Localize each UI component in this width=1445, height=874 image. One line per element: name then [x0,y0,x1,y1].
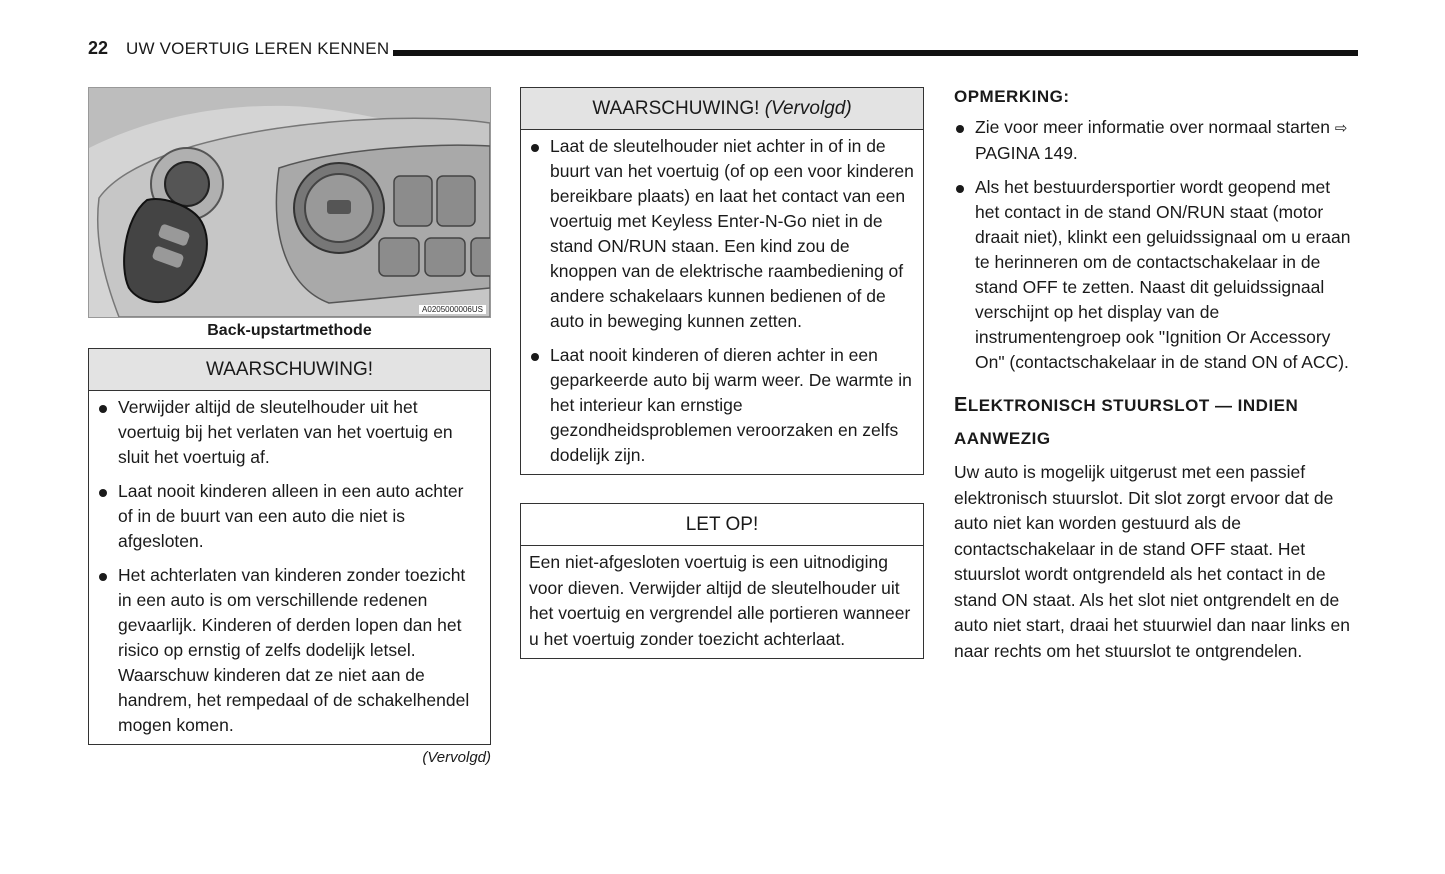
warning-title: WAARSCHUWING! [89,349,490,391]
column-left [88,87,491,766]
section-heading [954,389,1358,456]
arrow-right-icon: ⇨ [1334,120,1348,137]
warning-box [88,348,491,745]
note-title: OPMERKING: [954,87,1070,106]
figure-caption: Back-upstartmethode [207,322,372,339]
note-list [954,115,1358,375]
list-item [954,115,1358,166]
warning-body [89,391,490,744]
note-item1-text: Zie voor meer informatie over normaal starten [975,117,1330,137]
warning-continued-suffix: (Vervolgd) [764,98,852,119]
figure-code: A0205000006US [419,305,486,314]
continued-label: (Vervolgd) [422,749,491,766]
list-item: Laat de sleutelhouder niet achter in of in de buurt van het voertuig (of op een voor kinderen bereikbare plaats) en laat het contact van een voertuig met Keyless Enter-N-Go niet in de stand ON/RUN staan. Een kind zou de knoppen van de elektrische raambediening of andere schakelaars kunnen bedienen of de auto in beweging kunnen zetten. [529,134,915,334]
column-right [954,87,1358,664]
list-item: Verwijder altijd de sleutelhouder uit het voertuig bij het verlaten van het voertuig en sluit het voertuig af. [97,395,482,470]
caution-box [520,503,924,659]
warning-continued-title [521,88,923,130]
steering-lock-text: Uw auto is mogelijk uitgerust met een passief elektronisch stuurslot. Dit slot zorgt ervoor dat de auto niet kan worden gestuurd als de contactschakelaar in de stand OFF staat. Het stuurslot wordt ontgrendeld als het contact in de stand ON staat. Als het slot niet ontgrendelt en de auto niet start, draai het stuurwiel dan naar links en naar rechts om het stuurslot te ontgrendelen. [954,462,1350,661]
header-rule [393,50,1358,56]
list-item: Laat nooit kinderen of dieren achter in een geparkeerde auto bij warm weer. De warmte in het interieur kan ernstige gezondheidsproblemen veroorzaken en zelfs dodelijk zijn. [529,343,915,468]
list-item: Het achterlaten van kinderen zonder toezicht in een auto is om verschillende redenen gevaarlijk. Kinderen of derden lopen dan het risico op ernstig of zelfs dodelijk letsel. Waarschuw kinderen dat ze niet aan de handrem, het rempedaal of de schakelhendel mogen komen. [97,563,482,738]
caution-text: Een niet-afgesloten voertuig is een uitnodiging voor dieven. Verwijder altijd de sleutelhouder uit het voertuig en vergrendel alle portieren wanneer u het voertuig zonder toezicht achterlaat. [529,552,911,649]
column-middle [520,87,924,659]
warning-continued-box [520,87,924,475]
list-item: Laat nooit kinderen alleen in een auto achter of in de buurt van een auto die niet is afgesloten. [97,479,482,554]
list-item: Als het bestuurdersportier wordt geopend met het contact in de stand ON/RUN staat (motor draait niet), klinkt een geluidssignaal om u eraan te herinneren om de contactschakelaar in de stand OFF te zetten. Naast dit geluidssignaal verschijnt op het display van de instrumentengroep ook "Ignition Or Accessory On" (contactschakelaar in de stand ON of ACC). [954,175,1358,375]
caution-title: LET OP! [521,504,923,546]
caution-body [521,546,923,658]
warning-continued-body [521,130,923,474]
section-heading-text: LEKTRONISCH STUURSLOT — INDIEN AANWEZIG [954,396,1299,448]
dashboard-illustration [89,88,490,317]
page-header [88,38,1358,64]
figure-backup-start [88,87,491,318]
page-number: 22 [88,38,109,58]
warning-continued-title-text: WAARSCHUWING! [592,98,760,119]
section-heading-initial: E [954,394,968,416]
section-title: UW VOERTUIG LEREN KENNEN [126,39,390,58]
page-reference-link[interactable]: PAGINA 149. [975,143,1078,163]
